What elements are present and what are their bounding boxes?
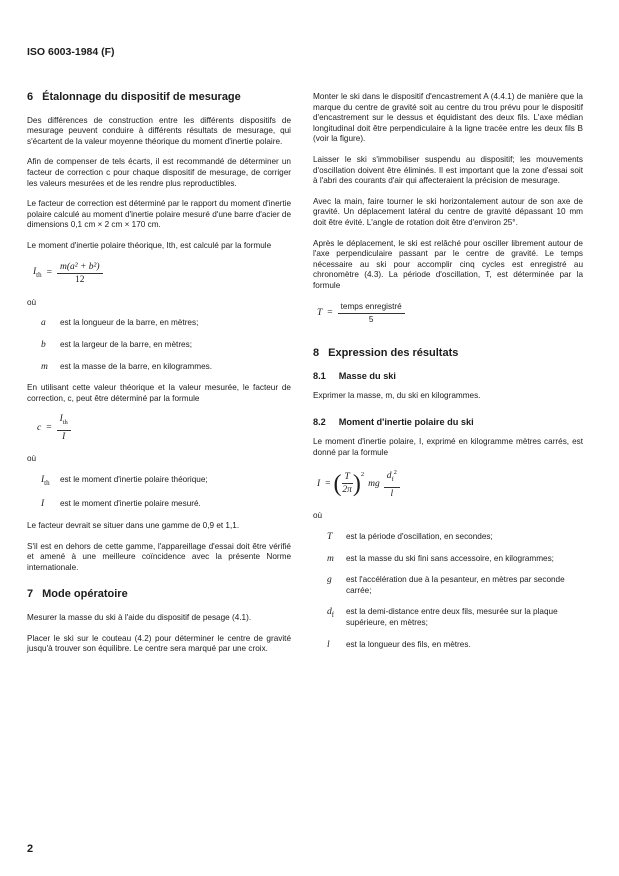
exponent: 2 <box>360 471 365 479</box>
definitions-list <box>327 532 583 650</box>
ou-label: où <box>27 454 37 464</box>
formula-inertia <box>317 468 583 499</box>
definition-subscript: th <box>44 478 50 487</box>
left-paren: ( <box>333 470 342 497</box>
formula-subscript: th <box>62 419 68 427</box>
definition-text: est le moment d'inertie polaire mesuré. <box>60 499 201 509</box>
section-title: Expression des résultats <box>328 346 459 359</box>
formula-symbol: T <box>317 308 323 319</box>
fraction <box>338 302 405 326</box>
denominator: 5 <box>368 315 374 325</box>
definition-symbol: a <box>41 318 46 329</box>
equals-sign: = <box>325 478 331 489</box>
paragraph: Exprimer la masse, m, du ski en kilogrammes. <box>313 390 481 400</box>
section-8-1-heading <box>313 371 583 382</box>
definition-item <box>41 318 291 329</box>
fraction <box>342 472 353 496</box>
section-title: Moment d'inertie polaire du ski <box>338 417 474 428</box>
section-number: 8.2 <box>313 417 326 428</box>
definition-symbol: T <box>327 532 333 543</box>
formula-symbol: c <box>37 423 42 434</box>
page-number: 2 <box>27 843 34 855</box>
paragraph: Le facteur devrait se situer dans une gamme de 0,9 et 1,1. <box>27 521 240 531</box>
ou-label: où <box>27 297 37 307</box>
paragraph: En utilisant cette valeur théorique et la valeur mesurée, le facteur de correction, c, peut être déterminé par la formule <box>27 383 291 403</box>
definition-symbol: I <box>41 474 45 485</box>
formula-ith <box>33 262 291 286</box>
denominator: I <box>62 431 66 442</box>
section-title: Étalonnage du dispositif de mesurage <box>42 91 241 103</box>
paragraph: Après le déplacement, le ski est relâché pour osciller librement autour de l'axe perpendiculaire passant par le centre de gravité. Le temps nécessaire au ski pour accomplir cinq cycles est enregistré au chronomètre (4.3). La période d'oscillation, T, est déterminée par la formule <box>313 238 583 290</box>
paragraph: Placer le ski sur le couteau (4.2) pour déterminer le centre de gravité jusqu'à trouver son équilibre. Le centre sera marqué par une croix. <box>27 633 291 654</box>
formula-term: mg <box>368 478 380 489</box>
definition-text: est la masse de la barre, en kilogrammes. <box>60 361 212 371</box>
numerator: m(a² + b²) <box>57 262 103 275</box>
right-column <box>313 92 583 661</box>
section-8-2-heading <box>313 417 583 428</box>
formula-symbol: I <box>33 266 37 277</box>
paragraph: S'il est en dehors de cette gamme, l'appareillage d'essai doit être vérifié et amené à une meilleure coïncidence avec la présente Norme internationale. <box>27 541 291 572</box>
numerator: temps enregistré <box>338 302 405 315</box>
paragraph: Afin de compenser de tels écarts, il est recommandé de déterminer un facteur de correction c pour chaque dispositif de mesurage, de corriger les valeurs mesurées et de les rendre plus reproductibles. <box>27 157 291 188</box>
formula-superscript: 2 <box>393 469 397 477</box>
section-number: 7 <box>27 588 34 601</box>
definition-subscript: f <box>331 611 335 620</box>
paragraph: Le moment d'inertie polaire théorique, Ith, est calculé par la formule <box>27 240 272 250</box>
definition-text: est la masse du ski fini sans accessoire, en kilogrammes; <box>346 553 554 563</box>
left-column <box>27 92 291 665</box>
equals-sign: = <box>46 268 52 279</box>
section-number: 8 <box>313 346 320 359</box>
definition-text: est la longueur des fils, en mètres. <box>346 639 471 649</box>
paragraph: Le facteur de correction est déterminé par le rapport du moment d'inertie polaire calculé au moment d'inertie polaire mesuré d'une barre d'acier de dimensions 0,1 cm × 2 cm × 170 cm. <box>27 199 291 230</box>
formula-subscript: f <box>391 476 394 484</box>
equals-sign: = <box>327 308 333 319</box>
denominator: 2π <box>342 485 352 496</box>
section-number: 8.1 <box>313 371 326 382</box>
paragraph: Avec la main, faire tourner le ski horizontalement autour de son axe de gravité. Un déplacement latéral du centre de gravité dépassant 10 mm doit être évité. L'angle de rotation doit être d'environ 25°. <box>313 196 583 227</box>
definitions-list <box>41 475 291 510</box>
paragraph: Mesurer la masse du ski à l'aide du dispositif de pesage (4.1). <box>27 613 252 622</box>
ou-label: où <box>313 511 323 521</box>
definitions-list <box>41 318 291 372</box>
numerator: I <box>59 414 63 425</box>
definition-item <box>41 475 291 488</box>
definition-symbol: m <box>41 361 48 372</box>
definition-item <box>327 640 583 651</box>
definition-text: est le moment d'inertie polaire théorique; <box>60 474 208 484</box>
paragraph: Le moment d'inertie polaire, I, exprimé en kilogramme mètres carrés, est donné par la formule <box>313 437 583 457</box>
equals-sign: = <box>46 423 52 434</box>
definition-item <box>41 362 291 373</box>
section-6-heading <box>27 92 291 103</box>
definition-item <box>41 499 291 510</box>
paragraph: Des différences de construction entre les différents dispositifs de mesurage peuvent conduire à différents résultats de mesurage, qui s'écartent de la valeur moyenne théorique du moment d'inertie polaire. <box>27 115 291 146</box>
section-number: 6 <box>27 91 34 103</box>
numerator: T <box>342 472 353 485</box>
fraction <box>57 262 103 286</box>
formula-subscript: th <box>36 270 42 279</box>
document-reference: ISO 6003-1984 (F) <box>27 46 115 58</box>
denominator: l <box>390 488 394 499</box>
definition-text: est l'accélération due à la pesanteur, en mètres par seconde carrée; <box>346 575 565 595</box>
definition-text: est la demi-distance entre deux fils, mesurée sur la plaque supérieure, en mètres; <box>346 607 558 628</box>
definition-symbol: g <box>327 575 332 586</box>
definition-item <box>327 554 583 565</box>
right-paren: ) <box>352 470 361 497</box>
definition-symbol: b <box>41 339 46 350</box>
section-title: Masse du ski <box>338 371 396 382</box>
fraction <box>384 468 400 499</box>
definition-symbol: d <box>327 607 332 618</box>
numerator: d <box>386 471 392 482</box>
denominator: 12 <box>75 275 85 286</box>
definition-text: est la largeur de la barre, en mètres; <box>60 339 192 349</box>
definition-item <box>327 532 583 543</box>
definition-symbol: m <box>327 553 334 564</box>
section-title: Mode opératoire <box>42 588 128 601</box>
definition-symbol: I <box>41 499 45 510</box>
formula-c <box>37 414 291 442</box>
definition-item <box>327 575 583 596</box>
definition-item <box>41 340 291 351</box>
paragraph: Monter le ski dans le dispositif d'encastrement A (4.4.1) de manière que la marque du centre de gravité soit au centre du trou prévu pour le dispositif d'encastrement sur le dessus et équidistant des deux fils. L'axe médian longitudinal doit être perpendiculaire à la ligne tracée entre les deux fils B (voir la figure). <box>313 92 583 144</box>
definition-text: est la période d'oscillation, en secondes; <box>346 532 493 542</box>
section-8-heading <box>313 348 583 359</box>
definition-symbol: l <box>327 639 330 650</box>
paragraph: Laisser le ski s'immobiliser suspendu au dispositif; les mouvements d'oscillation doivent être éliminés. Il est important que la zone d'essai soit à l'abri des courants d'air qui affecteraient la précision de mesurage. <box>313 154 583 186</box>
definition-text: est la longueur de la barre, en mètres; <box>60 318 199 328</box>
section-7-heading <box>27 589 291 600</box>
formula-period <box>317 302 583 326</box>
definition-item <box>327 607 583 628</box>
formula-symbol: I <box>317 478 321 489</box>
fraction <box>57 414 71 442</box>
